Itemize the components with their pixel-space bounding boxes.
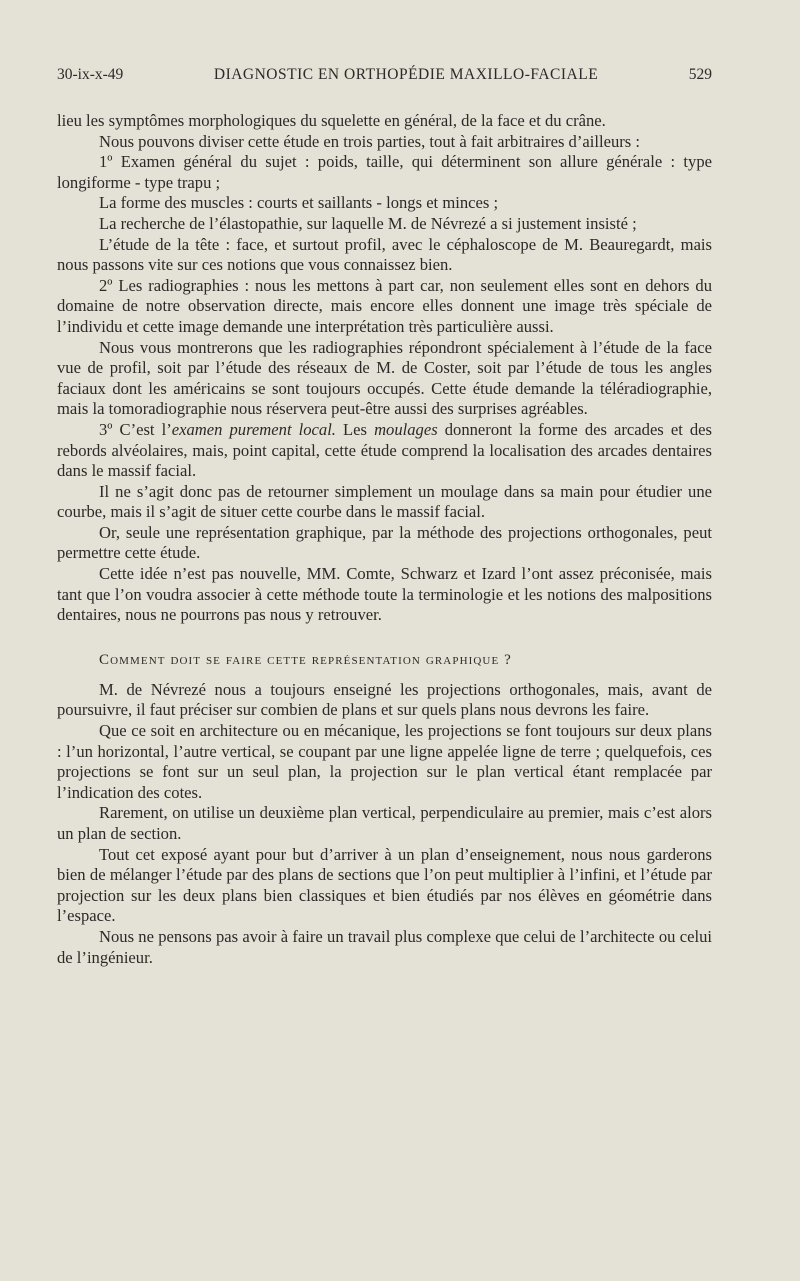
paragraph: L’étude de la tête : face, et surtout profil, avec le céphaloscope de M. Beauregardt, mais nous passons vite sur ces notions que vous connaissez bien. bbox=[57, 234, 712, 275]
header-title: DIAGNOSTIC EN ORTHOPÉDIE MAXILLO-FACIALE bbox=[213, 66, 599, 83]
paragraph: Rarement, on utilise un deuxième plan vertical, perpendiculaire au premier, mais c’est alors un plan de section. bbox=[57, 803, 712, 843]
header-date: 30-ix-x-49 bbox=[57, 66, 124, 83]
paragraph-text: donneront la forme des arcades et des rebords alvéolaires, mais, point capital, cette étude comprend la localisation des arcades dentaires dans le massif facial. bbox=[57, 419, 712, 481]
body-text bbox=[57, 111, 712, 968]
paragraph-text: Les bbox=[335, 419, 375, 439]
paragraph: Que ce soit en architecture ou en mécanique, les projections se font toujours sur deux plans : l’un horizontal, l’autre vertical, se coupant par une ligne appelée ligne de terre ; quelquefois, ces projections se font sur un seul plan, la projection sur le plan vertical étant remplacée par l’indication des cotes. bbox=[57, 721, 712, 802]
paragraph bbox=[57, 420, 712, 482]
paragraph: Nous ne pensons pas avoir à faire un travail plus complexe que celui de l’architecte ou celui de l’ingénieur. bbox=[57, 926, 712, 967]
emphasis-text: moulages bbox=[374, 419, 438, 439]
paragraph: Il ne s’agit donc pas de retourner simplement un moulage dans sa main pour étudier une courbe, mais il s’agit de situer cette courbe dans le massif facial. bbox=[57, 481, 712, 522]
paragraph: Nous vous montrerons que les radiographies répondront spécialement à l’étude de la face vue de profil, soit par l’étude des réseaux de M. de Coster, soit par l’étude de tous les angles faciaux dont les américains se sont toujours occupés. Cette étude demande la téléradiographie, mais la tomoradiographie nous réservera peut-être aussi des surprises agréables. bbox=[57, 337, 712, 419]
emphasis-text: examen purement local. bbox=[171, 419, 336, 439]
paragraph: M. de Névrezé nous a toujours enseigné les projections orthogonales, mais, avant de poursuivre, il faut préciser sur combien de plans et sur quels plans nous devrons les faire. bbox=[57, 679, 712, 720]
paragraph-text: 3º C’est l’ bbox=[99, 419, 172, 439]
running-header bbox=[57, 66, 712, 84]
paragraph: 1º Examen général du sujet : poids, taille, qui déterminent son allure générale : type longiforme - type trapu ; bbox=[57, 152, 712, 192]
paragraph: Tout cet exposé ayant pour but d’arriver à un plan d’enseignement, nous nous garderons bien de mélanger l’étude par des plans de sections que l’on peut multiplier à l’infini, et l’étude par projection sur les deux plans bien classiques et bien étudiés par nos élèves en géométrie dans l’espace. bbox=[57, 844, 712, 926]
paragraph: Or, seule une représentation graphique, par la méthode des projections orthogonales, peut permettre cette étude. bbox=[57, 522, 712, 563]
section-heading: Comment doit se faire cette représentation graphique ? bbox=[99, 651, 512, 668]
paragraph: Nous pouvons diviser cette étude en trois parties, tout à fait arbitraires d’ailleurs : bbox=[99, 131, 640, 151]
page-number: 529 bbox=[688, 66, 712, 83]
paragraph: La recherche de l’élastopathie, sur laquelle M. de Névrezé a si justement insisté ; bbox=[99, 213, 637, 233]
paragraph: lieu les symptômes morphologiques du squelette en général, de la face et du crâne. bbox=[57, 111, 606, 130]
paragraph: La forme des muscles : courts et saillants - longs et minces ; bbox=[99, 193, 499, 213]
paragraph: Cette idée n’est pas nouvelle, MM. Comte, Schwarz et Izard l’ont assez préconisée, mais tant que l’on voudra associer à cette méthode toute la terminologie et les notions des malpositions dentaires, nous ne pourrons pas nous y retrouver. bbox=[57, 564, 712, 625]
paragraph: 2º Les radiographies : nous les mettons à part car, non seulement elles sont en dehors du domaine de notre observation directe, mais encore elles donnent une image très spéciale de l’individu et cette image demande une interprétation très particulière aussi. bbox=[57, 275, 712, 336]
